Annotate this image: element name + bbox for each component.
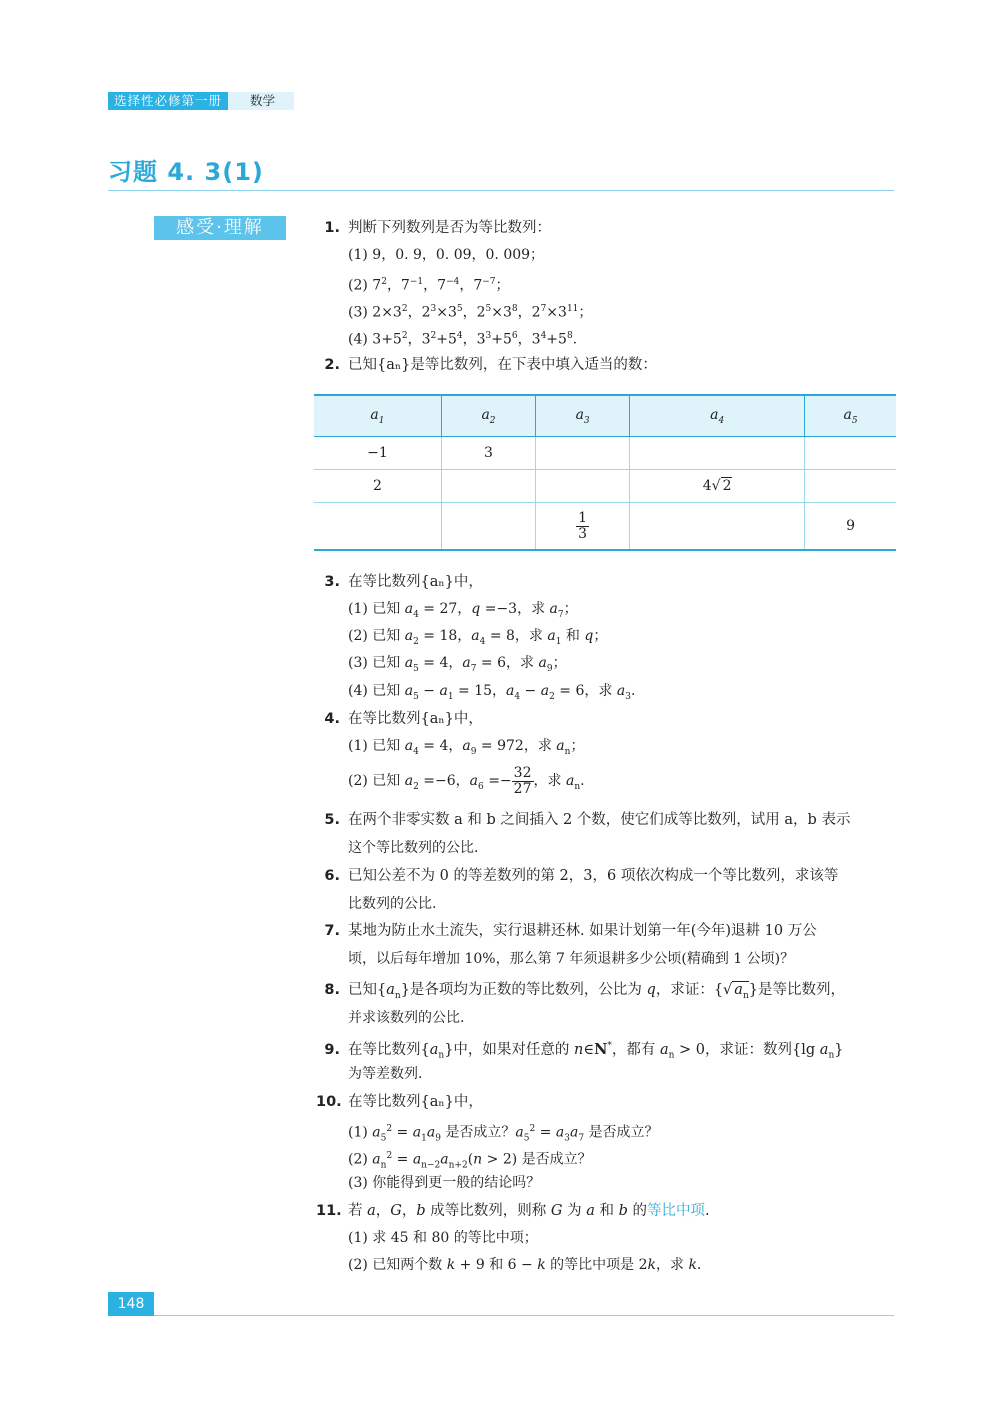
q4-item-2: (2) 已知 $a_2 =-6$，$a_6$ =− $\frac{32}{27}$ ，求 $a_n$. bbox=[348, 764, 585, 797]
table-cell bbox=[805, 470, 896, 503]
q3-item-3: (3) 已知 $a_5 = 4$，$a_7 = 6$，求 $a_9$； bbox=[348, 655, 567, 674]
table-cell bbox=[441, 470, 535, 503]
table-cell bbox=[630, 503, 805, 551]
exercise-title: 习题 4. 3(1) bbox=[108, 158, 264, 186]
question-6: 6. 已知公差不为 0 的等差数列的第 2，3，6 项依次构成一个等比数列，求该等 bbox=[324, 868, 839, 884]
q1-item-4: (4) $3+5^2$，$3^2+5^4$，$3^3+5^6$，$3^4+5^8$. bbox=[348, 331, 578, 348]
q1-item-2: (2) $7^2$，$7^{-1}$，$7^{-4}$，$7^{-7}$； bbox=[348, 277, 510, 294]
table-cell: 3 bbox=[441, 437, 535, 470]
question-3: 3. 在等比数列{aₙ}中， bbox=[324, 574, 483, 590]
q1-item-1: (1) 9，0. 9，0. 09，0. 009； bbox=[348, 247, 545, 263]
section-tag: 感受·理解 bbox=[154, 216, 286, 240]
q5-line-2: 这个等比数列的公比. bbox=[348, 840, 479, 856]
table-cell bbox=[441, 503, 535, 551]
table-cell bbox=[536, 503, 630, 551]
question-1: 1. 判断下列数列是否为等比数列： bbox=[324, 220, 551, 236]
q11-item-1: (1) 求 45 和 80 的等比中项； bbox=[348, 1230, 538, 1246]
table-header-cell: $a_5$ bbox=[805, 395, 896, 437]
q9-line-2: 为等差数列. bbox=[348, 1066, 423, 1082]
q7-line-2: 顷，以后每年增加 10%，那么第 7 年须退耕多少公顷(精确到 1 公顷)？ bbox=[348, 951, 795, 967]
table-header-cell: $a_4$ bbox=[630, 395, 805, 437]
sequence-table bbox=[314, 394, 896, 551]
fraction: $\frac{32}{27}$ bbox=[513, 764, 532, 797]
q10-item-3: (3) 你能得到更一般的结论吗？ bbox=[348, 1175, 541, 1191]
question-8: 8. 已知$\{a_n\}$是各项均为正数的等比数列，公比为 q，求证：{√ $a_n$}是等比数列， bbox=[324, 982, 845, 1001]
question-10: 10. 在等比数列{aₙ}中， bbox=[316, 1094, 483, 1110]
table-cell bbox=[314, 503, 441, 551]
q1-item-3: (3) $2\times 3^2$，$2^3\times 3^5$，$2^5\times 3^8$，$2^7\times 3^{11}$； bbox=[348, 304, 593, 321]
table-header-row bbox=[314, 395, 896, 437]
table-row bbox=[314, 437, 896, 470]
q6-line-2: 比数列的公比. bbox=[348, 896, 437, 912]
table-header-cell: $a_3$ bbox=[536, 395, 630, 437]
q4-item-1: (1) 已知 $a_4 = 4$，$a_9 = 972$，求 $a_n$； bbox=[348, 738, 585, 757]
table-header-cell: $a_1$ bbox=[314, 395, 441, 437]
q8-line-2: 并求该数列的公比. bbox=[348, 1010, 465, 1026]
book-series-label: 选择性必修第一册 bbox=[108, 92, 228, 110]
q3-item-2: (2) 已知 $a_2 = 18$，$a_4 = 8$，求 $a_1$ 和 q； bbox=[348, 628, 608, 647]
table-cell bbox=[805, 437, 896, 470]
table-row bbox=[314, 470, 896, 503]
table-row bbox=[314, 503, 896, 551]
table-cell: 9 bbox=[805, 503, 896, 551]
q3-item-4: (4) 已知 $a_5 - a_1 = 15$，$a_4 - a_2 = 6$，求 $a_3$. bbox=[348, 683, 636, 702]
table-cell: 4√ 2 bbox=[630, 470, 805, 503]
question-9: 9. 在等比数列$\{a_n\}$中，如果对任意的 n∈N*，都有 $a_n > 0$，求证：数列{lg $a_n$} bbox=[324, 1040, 844, 1061]
footer-rule bbox=[154, 1315, 894, 1316]
key-term: 等比中项 bbox=[646, 1203, 705, 1219]
question-11: 11. 若 a，G，b 成等比数列，则称 G 为 a 和 b 的等比中项. bbox=[316, 1203, 710, 1219]
subject-label: 数学 bbox=[250, 93, 276, 108]
question-2: 2. 已知{aₙ}是等比数列，在下表中填入适当的数： bbox=[324, 357, 657, 373]
fraction: $\frac{1}{3}$ bbox=[578, 509, 588, 542]
q3-item-1: (1) 已知 $a_4 = 27$，q =−3，求 $a_7$； bbox=[348, 601, 578, 620]
page-number: 148 bbox=[117, 1296, 145, 1312]
question-4: 4. 在等比数列{aₙ}中， bbox=[324, 711, 483, 727]
q10-item-1: (1) $a_5^2 = a_1a_9$ 是否成立？$a_5^2 = a_3a_7$ 是否成立？ bbox=[348, 1124, 659, 1144]
table-header-cell: $a_2$ bbox=[441, 395, 535, 437]
table-cell bbox=[536, 437, 630, 470]
question-7: 7. 某地为防止水土流失，实行退耕还林. 如果计划第一年(今年)退耕 10 万公 bbox=[324, 923, 817, 939]
question-5: 5. 在两个非零实数 a 和 b 之间插入 2 个数，使它们成等比数列，试用 a，b 表示 bbox=[324, 812, 851, 828]
q11-item-2: (2) 已知两个数 k + 9 和 6 − k 的等比中项是 2k，求 k. bbox=[348, 1257, 702, 1273]
table-cell: −1 bbox=[314, 437, 441, 470]
table-cell bbox=[536, 470, 630, 503]
table-cell bbox=[630, 437, 805, 470]
table-cell: 2 bbox=[314, 470, 441, 503]
title-divider bbox=[108, 190, 894, 191]
q10-item-2: (2) $a_n^2 = a_{n-2}a_{n+2}(n > 2)$ 是否成立？ bbox=[348, 1151, 592, 1171]
